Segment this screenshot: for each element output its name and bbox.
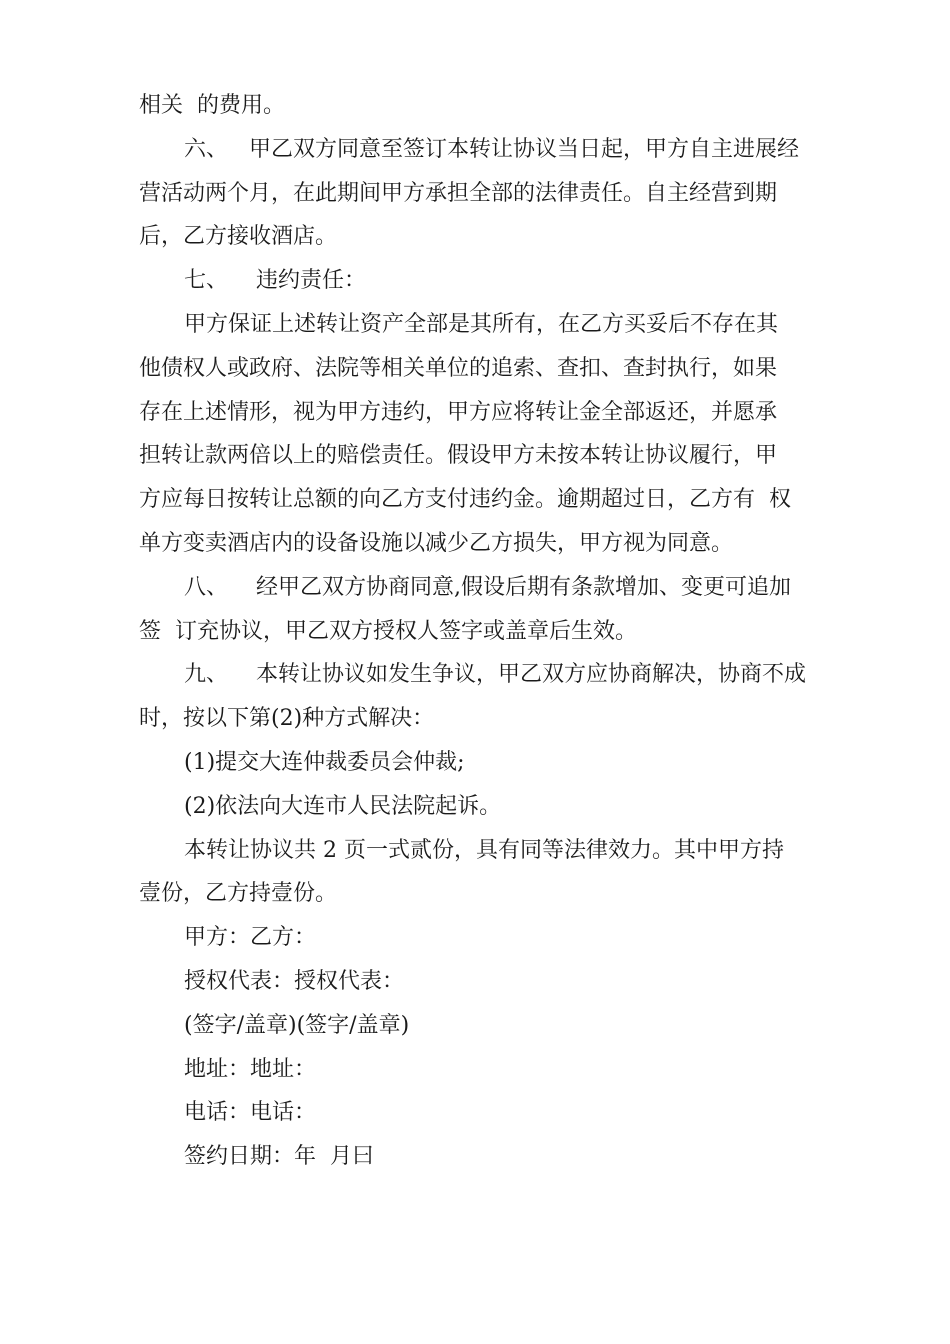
text-line: 时，按以下第(2)种方式解决： (139, 706, 435, 732)
paragraph-p6 (139, 128, 815, 259)
text-line: 方应每日按转让总额的向乙方支付违约金。逾期超过日，乙方有 权 (139, 487, 791, 513)
text-line: (2)依法向大连市人民法院起诉。 (184, 793, 502, 819)
paragraph-p9 (139, 653, 815, 741)
paragraph-p9a (139, 741, 815, 785)
text-line: 九、 本转让协议如发生争议，甲乙双方应协商解决，协商不成 (184, 662, 806, 688)
text-line: 甲方：乙方： (184, 925, 317, 951)
text-line: 担转让款两倍以上的赔偿责任。假设甲方未按本转让协议履行，甲 (139, 443, 778, 469)
paragraph-s5 (139, 1091, 815, 1135)
paragraph-p0 (139, 84, 815, 128)
text-line: 签约日期：年 月曰 (184, 1144, 374, 1170)
paragraph-s3 (139, 1004, 815, 1048)
text-line: 八、 经甲乙双方协商同意,假设后期有条款增加、变更可追加 (184, 574, 791, 600)
text-line: 地址：地址： (184, 1056, 317, 1082)
text-line: (1)提交大连仲裁委员会仲裁; (184, 749, 465, 775)
text-line: 后，乙方接收酒店。 (139, 224, 338, 250)
text-line: 电话：电话： (184, 1100, 317, 1126)
paragraph-s4 (139, 1048, 815, 1092)
text-line: 他债权人或政府、法院等相关单位的追索、查扣、查封执行，如果 (139, 355, 778, 381)
paragraph-s2 (139, 960, 815, 1004)
text-line: 本转让协议共 2 页一式贰份，具有同等法律效力。其中甲方持 (184, 837, 784, 863)
paragraph-p9b (139, 785, 815, 829)
text-line: 单方变卖酒店内的设备设施以减少乙方损失，甲方视为同意。 (139, 530, 734, 556)
text-line: 壹份，乙方持壹份。 (139, 881, 338, 907)
paragraph-p7 (139, 259, 815, 303)
paragraph-p8 (139, 566, 815, 654)
paragraph-p10 (139, 829, 815, 917)
text-line: 营活动两个月，在此期间甲方承担全部的法律责任。自主经营到期 (139, 180, 778, 206)
text-line: 授权代表：授权代表： (184, 968, 405, 994)
text-line: 甲方保证上述转让资产全部是其所有，在乙方买妥后不存在其 (184, 311, 779, 337)
text-line: 相关 的费用。 (139, 93, 285, 118)
text-line: 七、 违约责任： (184, 268, 366, 294)
text-line: 六、 甲乙双方同意至签订本转让协议当日起，甲方自主进展经 (184, 136, 799, 162)
text-line: (签字/盖章)(签字/盖章) (184, 1012, 410, 1038)
paragraph-s1 (139, 916, 815, 960)
paragraph-p7a (139, 303, 815, 566)
text-line: 签 订充协议，甲乙双方授权人签字或盖章后生效。 (139, 618, 637, 644)
text-line: 存在上述情形，视为甲方违约，甲方应将转让金全部返还，并愿承 (139, 399, 778, 425)
paragraph-s6 (139, 1135, 815, 1179)
document-body (139, 84, 815, 1179)
